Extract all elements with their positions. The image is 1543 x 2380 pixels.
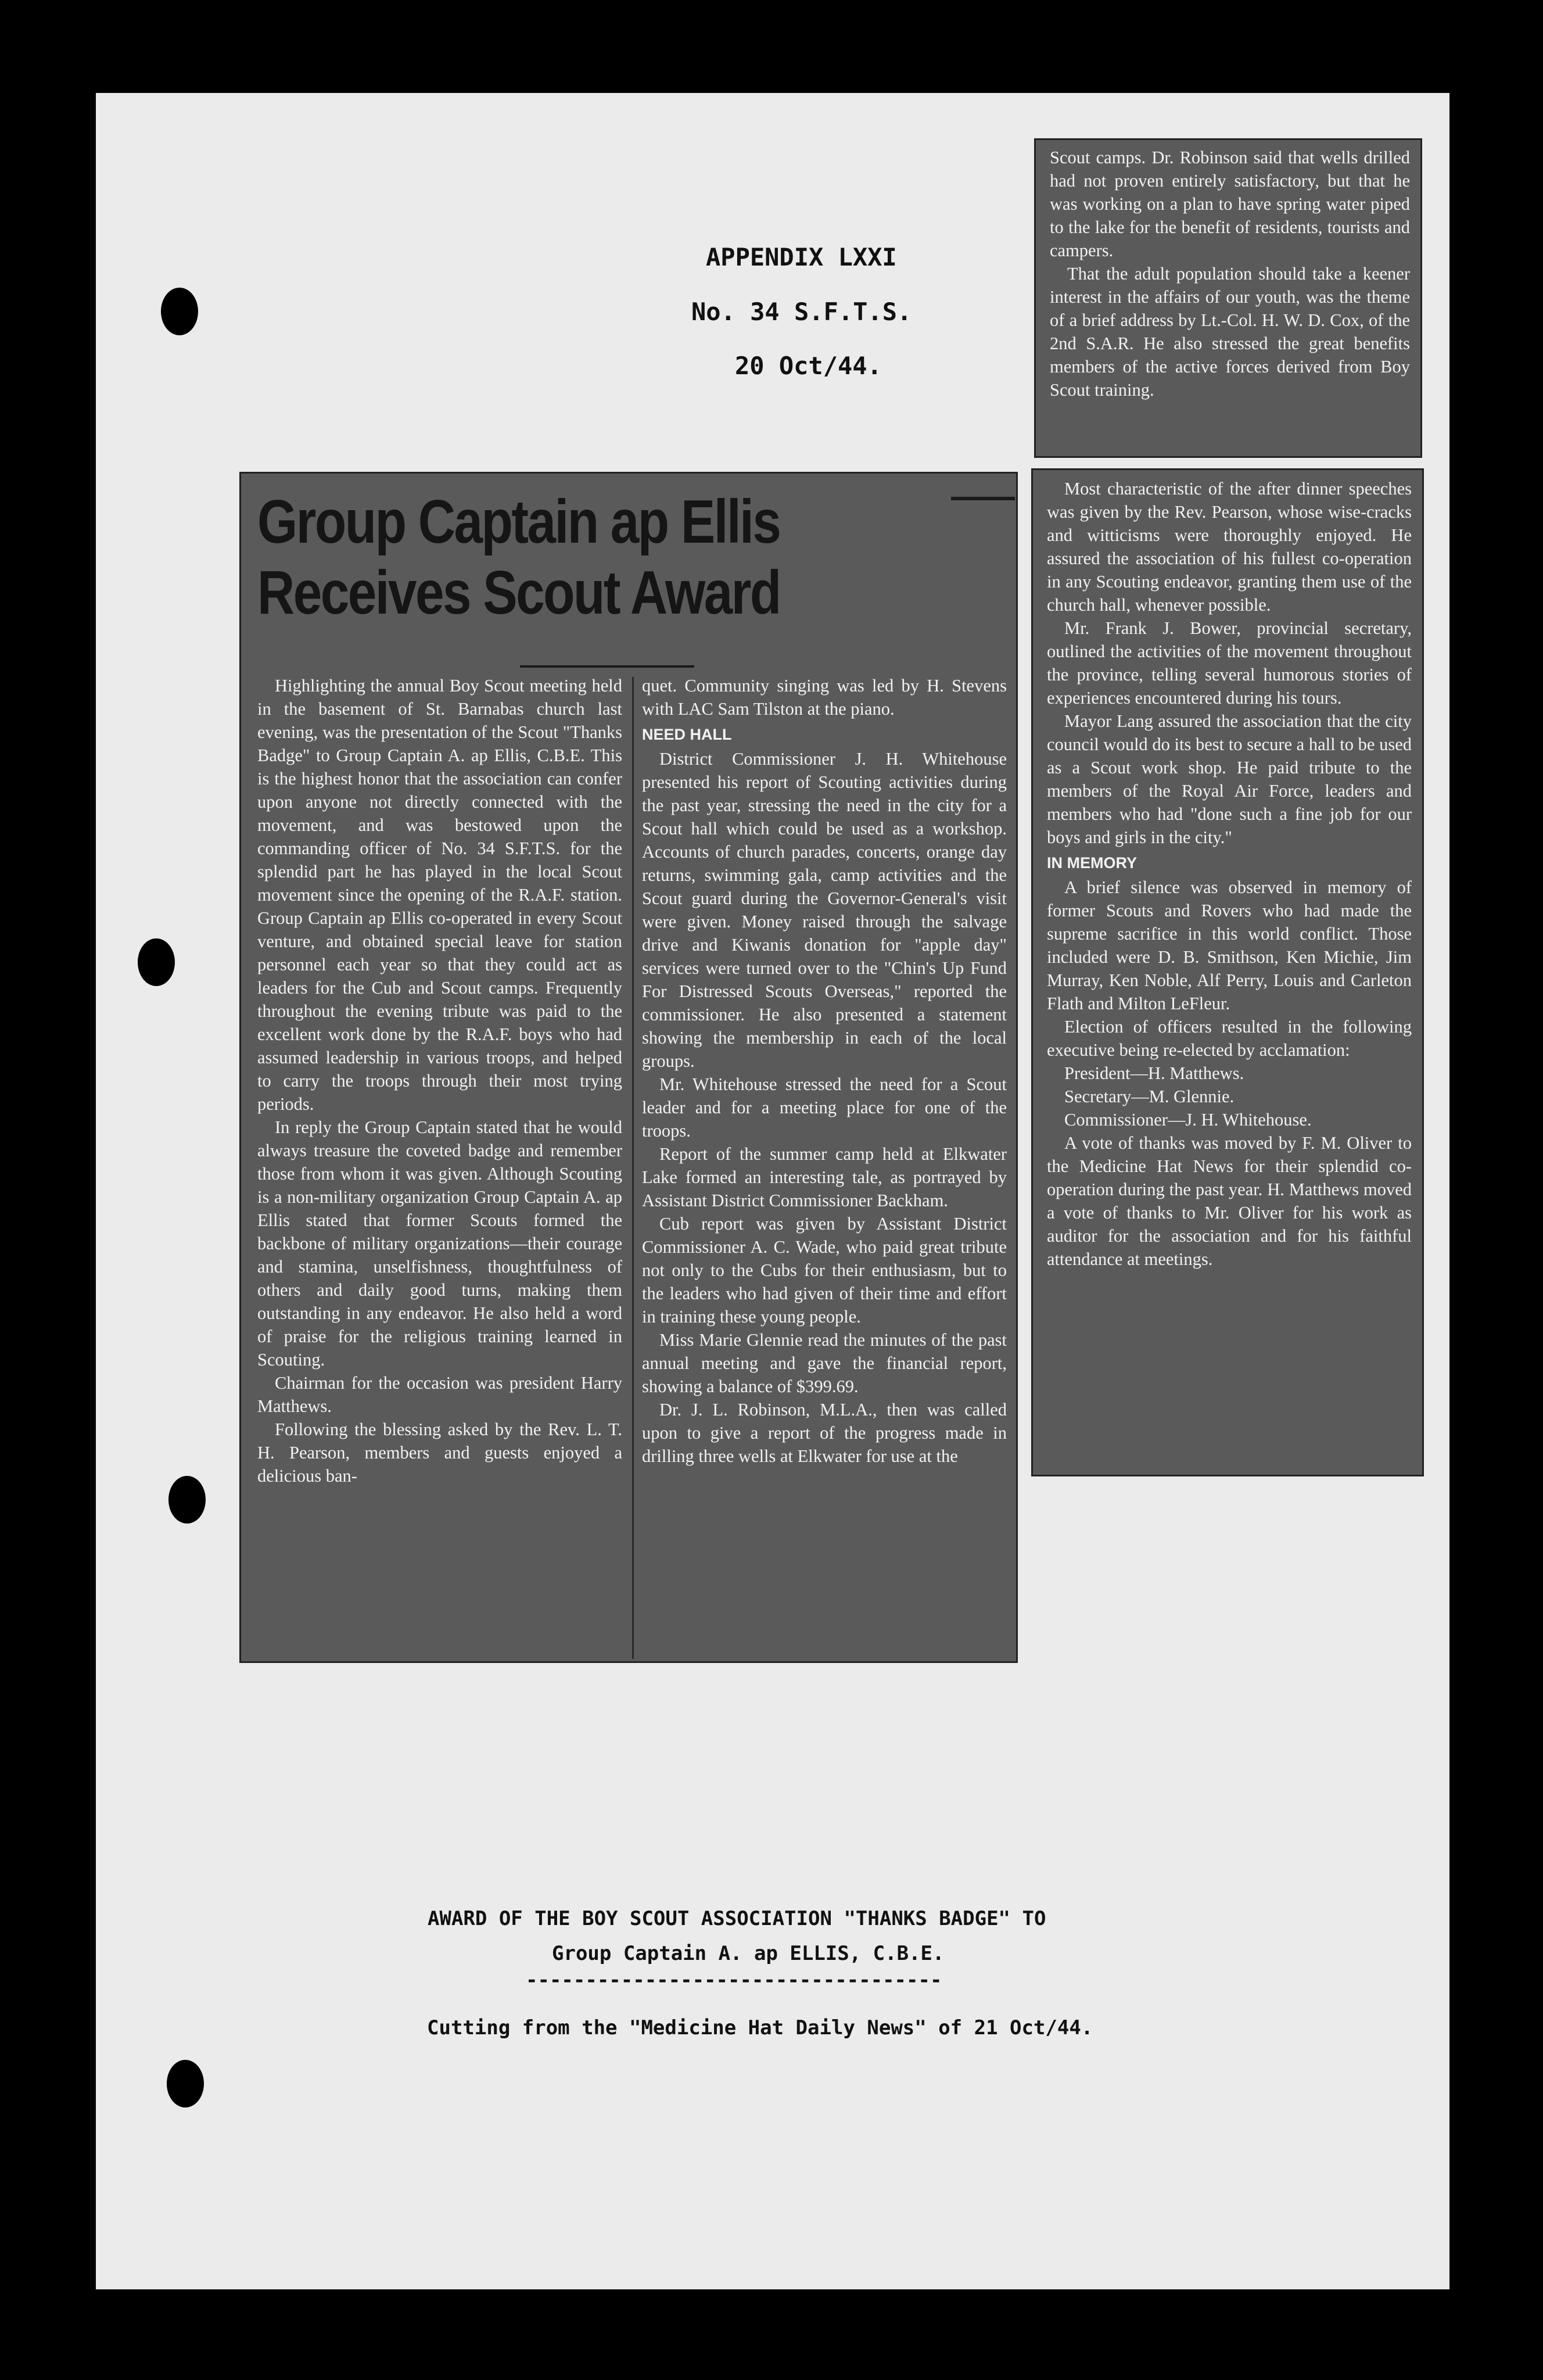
paragraph: President—H. Matthews. bbox=[1064, 1063, 1244, 1083]
article-column-3-bottom bbox=[1047, 477, 1412, 1471]
article-column-1 bbox=[257, 674, 622, 1656]
caption-dashes: ----------------------------------- bbox=[526, 1969, 942, 1992]
appendix-title: APPENDIX LXXI bbox=[706, 243, 897, 271]
paragraph: District Commissioner J. H. Whitehouse presented his report of Scouting activities during the past year, stressing the need in the city for a Scout hall which could be used as a workshop. Accounts of church parades, concerts, orange day returns, swimming gala, camp activities and the Scout guard during the Governor-General's visit were given. Money raised through the salvage drive and Kiwanis donation for "apple day" services were turned over to the "Chin's Up Fund For Distressed Scouts Overseas," reported the commissioner. He also presented a statement showing the membership in each of the local groups. bbox=[642, 749, 1007, 1071]
headline-rule bbox=[951, 497, 1015, 500]
paragraph: Chairman for the occasion was president Harry Matthews. bbox=[257, 1373, 622, 1416]
section-heading: NEED HALL bbox=[642, 726, 732, 743]
newspaper-clipping-main bbox=[239, 472, 1018, 1663]
paragraph: That the adult population should take a keener interest in the affairs of our youth, was the theme of a brief address by Lt.-Col. H. W. D. Cox, of the 2nd S.A.R. He also stressed the great benefits members of the active forces derived from Boy Scout training. bbox=[1050, 264, 1410, 400]
paragraph: Most characteristic of the after dinner speeches was given by the Rev. Pearson, whose wise-cracks and witticisms were thoroughly enjoyed. He assured the association of his fullest co-operation in any Scouting endeavor, granting them use of the church hall, whenever possible. bbox=[1047, 479, 1412, 615]
punch-hole bbox=[161, 288, 198, 335]
paragraph: Mr. Whitehouse stressed the need for a Scout leader and for a meeting place for one of the troops. bbox=[642, 1074, 1007, 1141]
paragraph: Scout camps. Dr. Robinson said that wells drilled had not proven entirely satisfactory, but that he was working on a plan to have spring water piped to the lake for the benefit of residents, tourists and campers. bbox=[1050, 148, 1410, 260]
caption-line-2: Group Captain A. ap ELLIS, C.B.E. bbox=[552, 1942, 945, 1965]
column-rule bbox=[632, 677, 634, 1659]
paragraph: Miss Marie Glennie read the minutes of the past annual meeting and gave the financial report, showing a balance of $399.69. bbox=[642, 1330, 1007, 1396]
paragraph: A brief silence was observed in memory of former Scouts and Rovers who had made the supreme sacrifice in this world conflict. Those included were D. B. Smithson, Ken Michie, Jim Murray, Ken Noble, Alf Perry, Louis and Carleton Flath and Milton LeFleur. bbox=[1047, 877, 1412, 1013]
paragraph: Mayor Lang assured the association that the city council would do its best to secure a hall to be used as a Scout work shop. He paid tribute to the members of the Royal Air Force, leaders and members who had "done such a fine job for our boys and girls in the city." bbox=[1047, 711, 1412, 847]
paragraph: Mr. Frank J. Bower, provincial secretary, outlined the activities of the movement throughout the province, telling several humorous stories of experiences encountered during his tours. bbox=[1047, 618, 1412, 708]
headline-line-1: Group Captain ap Ellis bbox=[257, 488, 780, 556]
caption-line-1: AWARD OF THE BOY SCOUT ASSOCIATION "THANKS BADGE" TO bbox=[428, 1907, 1046, 1930]
paragraph: Highlighting the annual Boy Scout meeting held in the basement of St. Barnabas church last evening, was the presentation of the Scout "Thanks Badge" to Group Captain A. ap Ellis, C.B.E. This is the highest honor that the association can confer upon anyone not directly connected with the movement, and was bestowed upon the commanding officer of No. 34 S.F.T.S. for the splendid part he has played in the local Scout movement since the opening of the R.A.F. station. Group Captain ap Ellis co-operated in every Scout venture, and obtained special leave for station personnel each year so that they could act as leaders for the Cub and Scout camps. Frequently throughout the evening tribute was paid to the excellent work done by the R.A.F. boys who had assumed leadership in various troops, and helped to carry the troops through their most trying periods. bbox=[257, 676, 622, 1114]
article-headline bbox=[257, 486, 882, 628]
newspaper-clipping-right-top bbox=[1034, 138, 1422, 458]
article-column-3-top bbox=[1050, 146, 1410, 454]
article-column-2 bbox=[642, 674, 1007, 1656]
caption-source: Cutting from the "Medicine Hat Daily News" of 21 Oct/44. bbox=[427, 2016, 1093, 2040]
paragraph: A vote of thanks was moved by F. M. Oliver to the Medicine Hat News for their splendid co-operation during the past year. H. Matthews moved a vote of thanks to Mr. Oliver for his work as auditor for the association and for his faithful attendance at meetings. bbox=[1047, 1133, 1412, 1269]
appendix-date: 20 Oct/44. bbox=[735, 352, 882, 380]
paragraph: quet. Community singing was led by H. Stevens with LAC Sam Tilston at the piano. bbox=[642, 676, 1007, 719]
punch-hole bbox=[138, 938, 175, 986]
paragraph: Election of officers resulted in the following executive being re-elected by acclamation: bbox=[1047, 1017, 1412, 1060]
headline-line-2: Receives Scout Award bbox=[257, 558, 780, 627]
paragraph: Commissioner—J. H. Whitehouse. bbox=[1064, 1110, 1312, 1130]
headline-divider bbox=[520, 665, 694, 668]
paragraph: Secretary—M. Glennie. bbox=[1064, 1087, 1235, 1106]
punch-hole bbox=[168, 1476, 206, 1524]
appendix-unit: No. 34 S.F.T.S. bbox=[691, 298, 912, 326]
punch-hole bbox=[167, 2060, 204, 2107]
paragraph: Dr. J. L. Robinson, M.L.A., then was called upon to give a report of the progress made in drilling three wells at Elkwater for use at the bbox=[642, 1400, 1007, 1466]
newspaper-clipping-right-bottom bbox=[1031, 468, 1424, 1476]
section-heading: IN MEMORY bbox=[1047, 854, 1137, 872]
paragraph: Cub report was given by Assistant District Commissioner A. C. Wade, who paid great tribute not only to the Cubs for their enthusiasm, but to the leaders who had given of their time and effort in training these young people. bbox=[642, 1214, 1007, 1327]
paragraph: Report of the summer camp held at Elkwater Lake formed an interesting tale, as portrayed by Assistant District Commissioner Backham. bbox=[642, 1144, 1007, 1210]
paragraph: Following the blessing asked by the Rev. L. T. H. Pearson, members and guests enjoyed a delicious ban- bbox=[257, 1420, 622, 1486]
paragraph: In reply the Group Captain stated that he would always treasure the coveted badge and remember those from whom it was given. Although Scouting is a non-military organization Group Captain A. ap Ellis stated that former Scouts formed the backbone of military organizations—their courage and stamina, unselfishness, thoughtfulness of others and daily good turns, making them outstanding in any endeavor. He also held a word of praise for the religious training learned in Scouting. bbox=[257, 1117, 622, 1370]
